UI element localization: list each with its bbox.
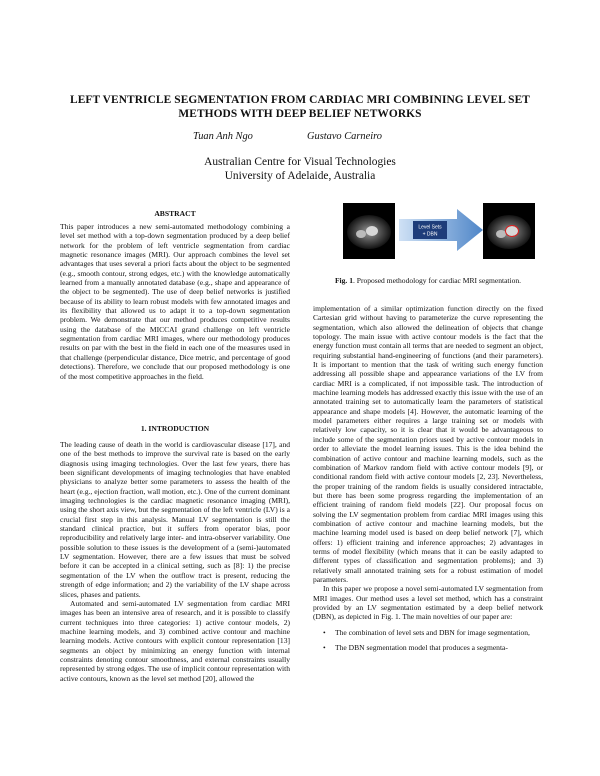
- abstract-paragraph: This paper introduces a new semi-automated methodology combining a level set method with a top-down segmentation produced by a deep belief network for the problem of left ventricle segmentation from cardiac magnetic resonance images (MRI). Our approach combines the level set advantages that uses several a priori facts about the object to be segmented (e.g., smooth contour, strong edges, etc.) with the knowledge automatically learned from a manually annotated database (e.g., shape and appearance of the object to be segmented). The use of deep belief networks is justified because of its ability to learn robust models with few annotated images and its flexibility that allowed us to adapt it to a top-down segmentation problem. We demonstrate that our method produces competitive results using the database of the MICCAI grand challenge on left ventricle segmentation from cardiac MRI images, where our methodology produces results on par with the best in the field in each one of the measures used in that challenge (perpendicular distance, Dice metric, and percentage of good detections). Therefore, we conclude that our proposed methodology is one of the most competitive approaches in the field.: [60, 222, 290, 381]
- figure-label: Fig. 1: [334, 276, 353, 285]
- svg-text:Level Sets: Level Sets: [418, 224, 442, 231]
- author-name: Tuan Anh Ngo: [193, 131, 253, 142]
- arrow-icon: [399, 209, 483, 251]
- affiliation-line: Australian Centre for Visual Technologies: [204, 156, 396, 168]
- novelty-item: • The combination of level sets and DBN for image segmentation,: [313, 628, 543, 637]
- author-name: Gustavo Carneiro: [307, 131, 382, 142]
- figure-1: [343, 203, 533, 259]
- body-paragraph: implementation of a similar optimization function directly on the fixed Cartesian grid without having to parameterize the curve representing the segmentation, which also allowed the delineation of objects that change topology. The main issue with active contour models is the fact that the energy function must contain all terms that are needed to segment an object, requiring substantial hand-engineering of functions (and their parameters). It is important to mention that the task of writing such energy function addressing all possible shape and appearance variations of the LV from cardiac MRI is a complicated, if not impossible task. The introduction of machine learning models has addressed exactly this issue with the use of an annotated training set to automatically learn the parameters of statistical appearance and shape models [4]. However, the automatic learning of the model parameters either requires a large training set or models with relatively low capacity, so it is clear that it would be advantageous to include some of the segmentation priors used by active contour models in order to alleviate the model learning issues. This is the idea behind the combination of active contour and machine learning models, such as the combination of Markov random field with active contour models [9], or conditional random field with active contour models [2, 23]. Nevertheless, the proper training of the random fields is usually considered intractable, but there has been some progress regarding the implementation of an efficient training of random field models [22]. Our proposal focus on solving the LV segmentation problem from cardiac MRI images using this combination of active contour and machine learning models, but the machine learning model used is based on deep belief network [7], which offers: 1) efficient training and inference approaches; 2) advantages in terms of model flexibility (which means that it can be easily adapted to different types of classification and segmentation problems); and 3) relatively small annotated training sets for a robust estimation of model parameters.: [313, 304, 543, 584]
- paper-title: LEFT VENTRICLE SEGMENTATION FROM CARDIAC MRI COMBINING LEVEL SET METHODS WITH DEEP BELIEF NETWORKS: [70, 94, 530, 120]
- intro-body: [60, 440, 290, 683]
- figure-caption-text: . Proposed methodology for cardiac MRI segmentation.: [352, 276, 522, 285]
- novelty-item: • The DBN segmentation model that produces a segmenta-: [313, 643, 543, 652]
- abstract-body: [60, 222, 290, 381]
- abstract-heading: ABSTRACT: [154, 209, 196, 218]
- input-mri-image: [343, 203, 395, 259]
- right-column-body: [313, 304, 543, 652]
- intro-paragraph: Automated and semi-automated LV segmentation from cardiac MRI images has been an intensive area of research, and it is possible to classify current techniques into three categories: 1) active contour models, 2) machine learning models, and 3) combined active contour and machine learning models. Active contours with explicit contour representation [13] segments an object by minimizing an energy function with internal constraints denoting contour smoothness, and external constraints usually represented by strong edges. The use of implicit contour representation with active contours, known as the level set method [20], allowed the: [60, 598, 290, 683]
- svg-text:+ DBN: + DBN: [422, 231, 438, 238]
- novelty-list: [313, 628, 543, 653]
- intro-paragraph: The leading cause of death in the world is cardiovascular disease [17], and one of the best methods to improve the survival rate is based on the early diagnosis using imaging technologies. Over the last few years, there has been significant developments of imaging technologies that have enabled physicians to analyze better some parameters to assess the health of the heart (e.g., ejection fraction, wall motion, etc.). One of the current dominant imaging technologies is the cardiac magnetic resonance imaging (MRI), using the short axis view, but the segmentation of the left ventricle (LV) is a crucial first step in this analysis. Manual LV segmentation is still the standard clinical practice, but it suffers from operator bias, poor reproducibility and relatively large inter- and intra-observer variability. One possible solution to these issues is the development of a (semi-)automated LV segmentation. However, there are a few issues that must be solved before it can be accepted in a clinical setting, such as [8]: 1) the precise segmentation of the LV when the outflow tract is present, reducing the strength of edge information; and 2) the variability of the LV shape across slices, phases and patients.: [60, 440, 290, 599]
- body-paragraph: In this paper we propose a novel semi-automated LV segmentation from MRI images. Our method uses a level set method, which has a constraint provided by an LV segmentation estimated by a deep belief network (DBN), as depicted in Fig. 1. The main novelties of our paper are:: [313, 584, 543, 622]
- figure-caption: [313, 276, 543, 285]
- intro-heading: 1. INTRODUCTION: [140, 424, 210, 433]
- affiliation: [150, 155, 450, 183]
- affiliation-line: University of Adelaide, Australia: [224, 170, 376, 182]
- output-mri-image: [483, 203, 535, 259]
